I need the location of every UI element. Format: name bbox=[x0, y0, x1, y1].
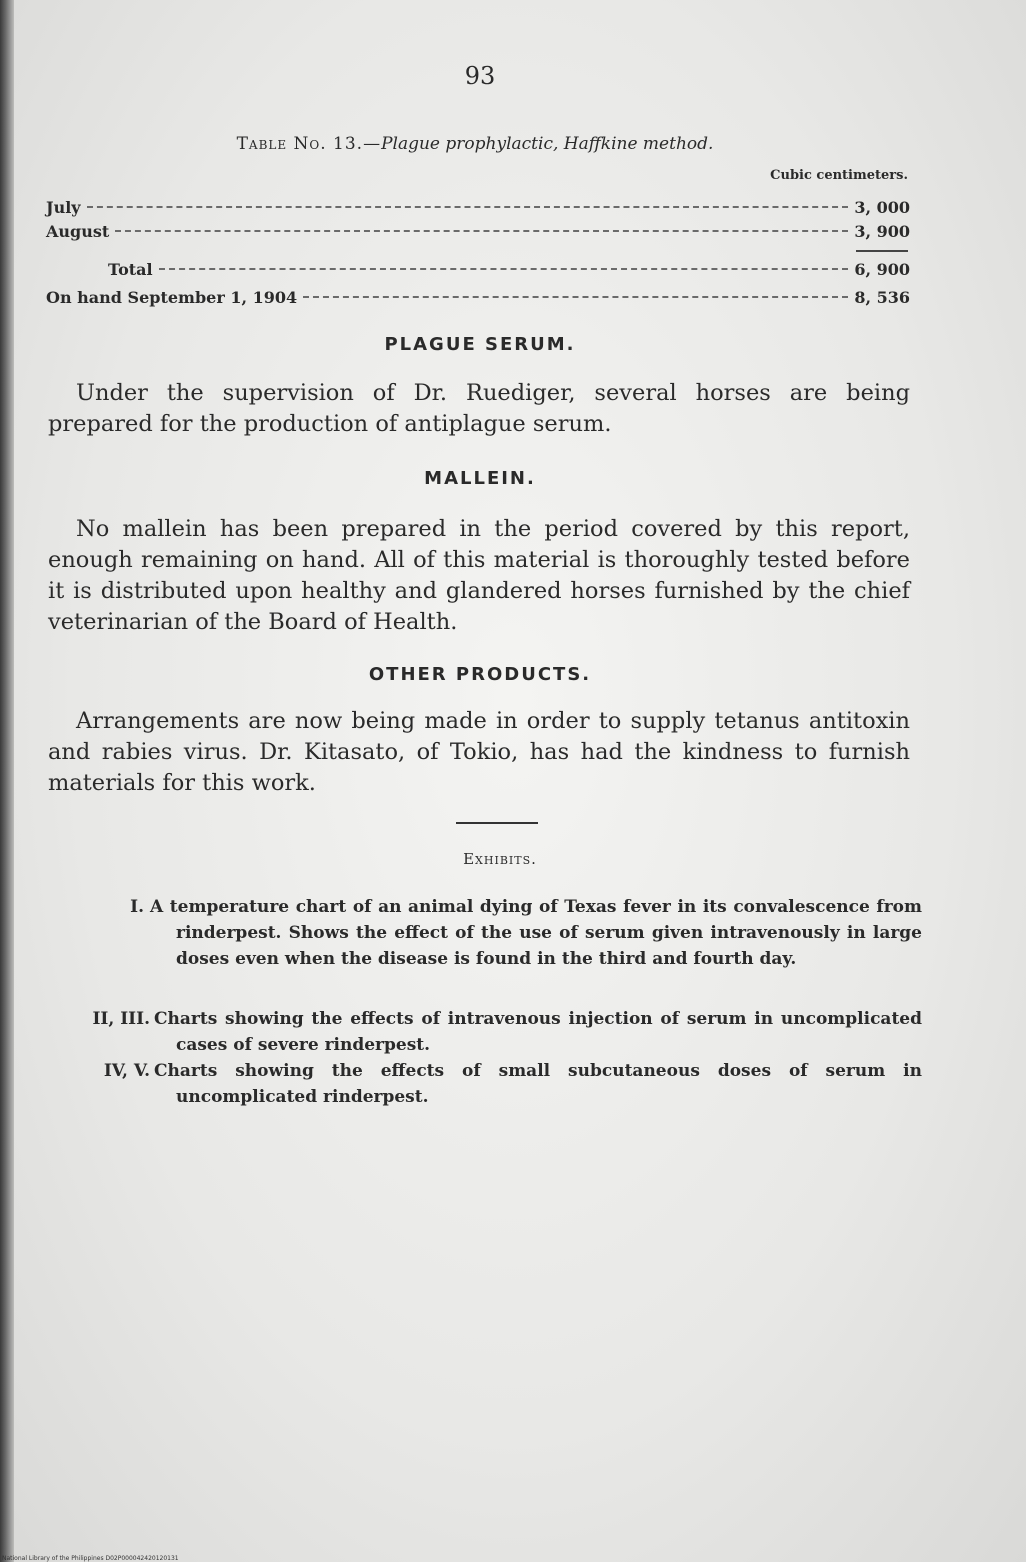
exhibit-text-content: A temperature chart of an animal dying of Texas fever in its convalescence from rinderpest. Shows the effect of the use of serum given intravenously in large doses even when the disease is found in the third and fourth day. bbox=[150, 897, 922, 969]
exhibits-title: Exhibits. bbox=[463, 850, 537, 868]
table-row-value: 3, 000 bbox=[854, 198, 910, 217]
dot-leader bbox=[115, 230, 848, 232]
table-row bbox=[46, 222, 910, 246]
exhibit-text bbox=[150, 894, 922, 972]
table-unit-header: Cubic centimeters. bbox=[770, 168, 908, 183]
exhibit-item bbox=[0, 1058, 930, 1112]
exhibit-text-content: Charts showing the effects of small subcutaneous doses of serum in uncomplicated rinderpest. bbox=[154, 1061, 922, 1107]
dot-leader bbox=[159, 268, 849, 270]
section-heading-mallein: MALLEIN. bbox=[424, 468, 536, 489]
table-description: Plague prophylactic, Haffkine method. bbox=[381, 134, 714, 154]
table-row-label: Total bbox=[108, 260, 153, 279]
dot-leader bbox=[87, 206, 849, 208]
sum-rule bbox=[856, 250, 908, 252]
table-row bbox=[46, 198, 910, 222]
exhibit-number: IV, V. bbox=[103, 1061, 150, 1081]
table-row-value: 8, 536 bbox=[854, 288, 910, 307]
exhibit-text-content: Charts showing the effects of intravenous injection of serum in uncomplicated cases of severe rinderpest. bbox=[154, 1009, 922, 1055]
section-text-plague-serum: Under the supervision of Dr. Ruediger, several horses are being prepared for the production of antiplague serum. bbox=[48, 380, 910, 437]
table-row-total bbox=[46, 260, 910, 284]
table-row-label: August bbox=[46, 222, 110, 241]
page-number: 93 bbox=[464, 62, 496, 90]
table-title bbox=[0, 134, 950, 154]
exhibit-item bbox=[0, 1006, 930, 1060]
table-row-label: July bbox=[46, 198, 81, 217]
exhibit-number: I. bbox=[130, 897, 144, 917]
table-row-value: 3, 900 bbox=[854, 222, 910, 241]
section-heading-other-products: OTHER PRODUCTS. bbox=[368, 664, 592, 685]
section-text-mallein: No mallein has been prepared in the period covered by this report, enough remaining on hand. All of this material is thoroughly tested before it is distributed upon healthy and glandered horses furnished by the chief veterinarian of the Board of Health. bbox=[48, 516, 910, 635]
table-row-label: On hand September 1, 1904 bbox=[46, 288, 298, 307]
exhibit-number: II, III. bbox=[92, 1009, 150, 1029]
section-text-other-products: Arrangements are now being made in order to supply tetanus antitoxin and rabies virus. Dr. Kitasato, of Tokio, has had the kindness to furnish materials for this work. bbox=[48, 708, 910, 796]
dot-leader bbox=[303, 296, 848, 298]
table-row bbox=[46, 288, 910, 312]
binding-edge bbox=[0, 0, 14, 1562]
exhibit-item bbox=[0, 894, 930, 1004]
table-label: Table No. 13.— bbox=[236, 134, 382, 154]
table-row-value: 6, 900 bbox=[854, 260, 910, 279]
footer-credit: National Library of the Philippines D02P000042420120131 bbox=[2, 1555, 179, 1562]
section-divider bbox=[456, 822, 538, 824]
section-heading-plague-serum: PLAGUE SERUM. bbox=[384, 334, 576, 355]
exhibit-text bbox=[154, 1006, 922, 1058]
exhibit-text bbox=[154, 1058, 922, 1110]
